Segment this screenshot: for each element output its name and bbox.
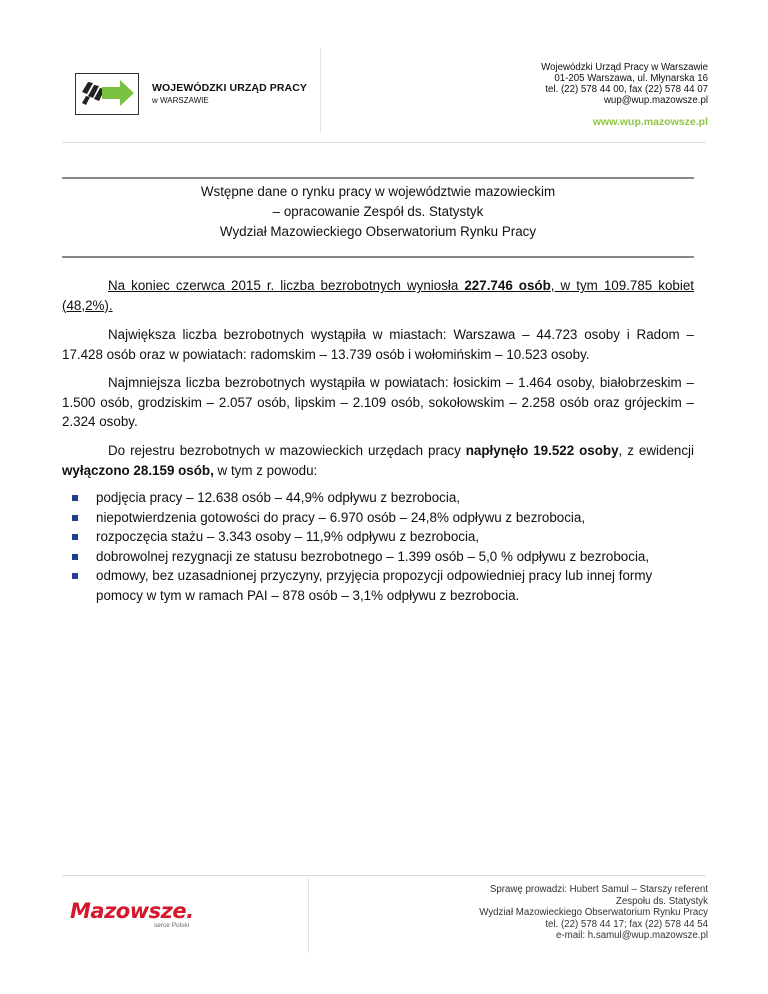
- bullet-icon: [72, 534, 78, 540]
- footer-email[interactable]: e-mail: h.samul@wup.mazowsze.pl: [556, 930, 708, 941]
- header-divider: [320, 48, 321, 133]
- footer-divider: [308, 878, 309, 953]
- list-item: [72, 566, 694, 605]
- p2-text: Największa liczba bezrobotnych wystąpiła w miastach: Warszawa – 44.723 osoby i Radom – 17.428 osób oraz w powiatach: radomskim – 13.739 osób i wołomińskim – 10.523 osoby.: [62, 327, 694, 362]
- p1-text: [62, 278, 694, 313]
- title-line-2: – opracowanie Zespół ds. Statystyk: [272, 204, 484, 219]
- footer-line: Sprawę prowadzi: Hubert Samul – Starszy referent: [489, 884, 708, 895]
- p1-part: , w tym 109.785 kobiet (48,2%).: [62, 278, 694, 313]
- list-item: [72, 508, 694, 528]
- footer-contact: [479, 884, 708, 942]
- footer-line: tel. (22) 578 44 17; fax (22) 578 44 54: [545, 918, 708, 930]
- contact-line: Wojewódzki Urząd Pracy w Warszawie: [541, 62, 708, 73]
- list-item: [72, 527, 694, 547]
- list-item-text: dobrowolnej rezygnacji ze statusu bezrobotnego – 1.399 osób – 5,0 % odpływu z bezrobocia,: [96, 548, 650, 564]
- footer-line: Wydział Mazowieckiego Obserwatorium Rynku Pracy: [479, 907, 708, 918]
- title-top-rule: [62, 177, 694, 179]
- p4-part: , z ewidencji: [618, 443, 694, 458]
- mazowsze-logo-subtitle: serce Polski: [154, 922, 190, 929]
- title-bottom-rule: [62, 256, 694, 258]
- bullet-icon: [72, 515, 78, 521]
- list-item-text: rozpoczęcia stażu – 3.343 osoby – 11,9% odpływu z bezrobocia,: [96, 529, 480, 544]
- p1-part: Na koniec czerwca 2015 r. liczba bezrobotnych wyniosła: [108, 278, 465, 293]
- mazowsze-logo: Mazowsze.: [70, 899, 194, 923]
- document-title: [62, 182, 694, 242]
- website-link[interactable]: www.wup.mazowsze.pl: [592, 116, 708, 128]
- p4-part: w tym z powodu:: [213, 462, 318, 478]
- contact-block: [541, 62, 708, 106]
- footer-rule: [62, 875, 706, 876]
- p4-inflow: napłynęło 19.522 osoby: [465, 443, 619, 458]
- logo-title: WOJEWÓDZKI URZĄD PRACY: [152, 82, 308, 94]
- contact-email[interactable]: wup@wup.mazowsze.pl: [603, 95, 708, 106]
- list-item-text: odmowy, bez uzasadnionej przyczyny, przyjęcia propozycji odpowiedniej pracy lub innej formy pomocy w tym w ramach PAI – 878 osób – 3,1% odpływu z bezrobocia.: [96, 568, 653, 603]
- paragraph-smallest: [62, 373, 694, 432]
- reasons-list: [72, 488, 694, 605]
- p4-outflow: wyłączono 28.159 osób,: [62, 462, 214, 478]
- footer-line: Zespołu ds. Statystyk: [615, 895, 708, 907]
- wup-logo-icon: [75, 73, 139, 115]
- p4-part: Do rejestru bezrobotnych w mazowieckich urzędach pracy: [108, 443, 466, 458]
- p3-text: Najmniejsza liczba bezrobotnych wystąpiła w powiatach: łosickim – 1.464 osoby, białobrzeskim – 1.500 osób, grodziskim – 2.057 osób, lipskim – 2.109 osób, sokołowskim – 2.258 osób oraz grójeckim – 2.324 osoby.: [62, 375, 694, 429]
- bullet-icon: [72, 573, 78, 579]
- list-item-text: niepotwierdzenia gotowości do pracy – 6.970 osób – 24,8% odpływu z bezrobocia,: [96, 509, 586, 525]
- logo-subtitle: w WARSZAWIE: [152, 96, 209, 105]
- header-rule: [62, 142, 706, 143]
- list-item: [72, 488, 694, 508]
- title-line-1: Wstępne dane o rynku pracy w województwie mazowieckim: [200, 184, 556, 199]
- contact-line: tel. (22) 578 44 00, fax (22) 578 44 07: [545, 84, 708, 95]
- paragraph-largest: [62, 325, 694, 364]
- paragraph-unemployment-total: [62, 276, 694, 315]
- arrow-logo-icon: [76, 74, 138, 114]
- bullet-icon: [72, 554, 78, 560]
- bullet-icon: [72, 495, 78, 501]
- list-item-text: podjęcia pracy – 12.638 osób – 44,9% odpływu z bezrobocia,: [96, 490, 461, 505]
- p1-total: 227.746 osób: [464, 278, 551, 293]
- list-item: [72, 547, 694, 567]
- contact-line: 01-205 Warszawa, ul. Młynarska 16: [554, 73, 708, 84]
- paragraph-flows: [62, 441, 694, 480]
- title-line-3: Wydział Mazowieckiego Obserwatorium Rynku Pracy: [219, 224, 537, 239]
